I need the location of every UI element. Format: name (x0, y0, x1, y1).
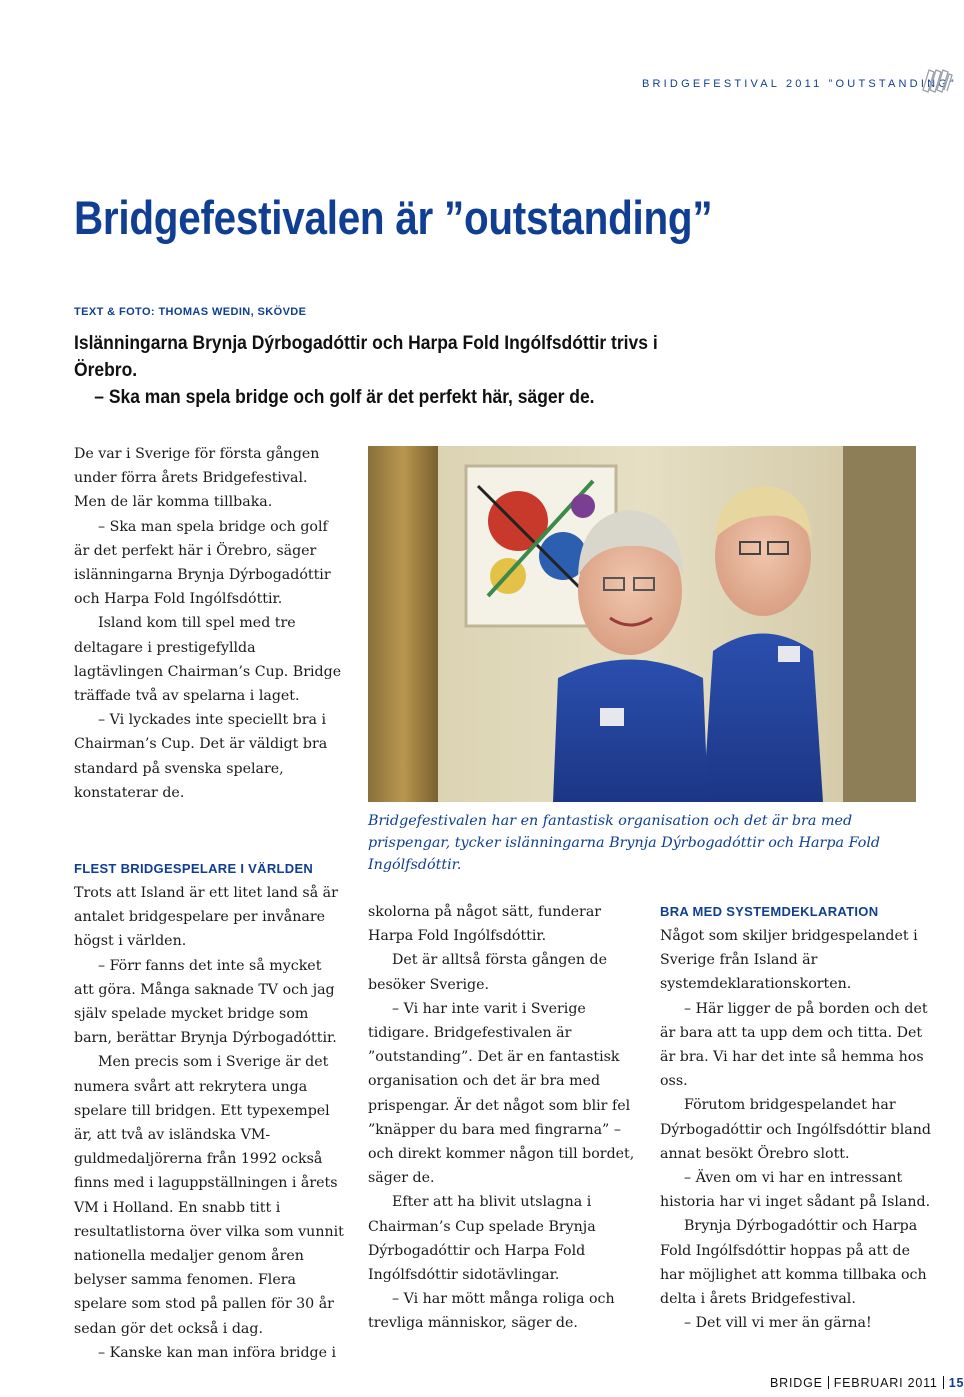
paragraph: – Vi har mött många roliga och trevliga människor, säger de. (368, 1291, 615, 1332)
bridge-cards-logo-icon (920, 66, 954, 94)
byline: TEXT & FOTO: THOMAS WEDIN, SKÖVDE (74, 306, 307, 318)
issue-label: FEBRUARI 2011 (833, 1376, 938, 1390)
body-column-2 (368, 900, 638, 1336)
paragraph: – Även om vi har en intressant historia har vi inget sådant på Island. (660, 1170, 931, 1211)
paragraph: – Vi lyckades inte speciellt bra i Chairman’s Cup. Det är väldigt bra standard på svenska spelare, konstaterar de. (74, 712, 328, 801)
paragraph: Efter att ha blivit utslagna i Chairman’s Cup spelade Brynja Dýrbogadóttir och Harpa Fold Ingólfsdóttir sidotävlingar. (368, 1194, 596, 1284)
paragraph: – Det vill vi mer än gärna! (684, 1315, 872, 1332)
paragraph: Något som skiljer bridgespelandet i Sverige från Island är systemdeklarationskorten. (660, 928, 918, 993)
paragraph: – Ska man spela bridge och golf är det perfekt här i Örebro, säger islänningarna Brynja Dýrbogadóttir och Harpa Fold Ingólfsdóttir. (74, 518, 331, 608)
article-photo (368, 446, 916, 802)
paragraph: Island kom till spel med tre deltagare i prestigefyllda lagtävlingen Chairman’s Cup. Bridge träffade två av spelarna i laget. (74, 615, 342, 705)
paragraph: skolorna på något sätt, funderar Harpa Fold Ingólfsdóttir. (368, 904, 602, 945)
paragraph: Det är alltså första gången de besöker Sverige. (368, 952, 608, 993)
paragraph: De var i Sverige för första gången under förra årets Bridgefestival. Men de lär komma tillbaka. (74, 446, 320, 511)
paragraph: Men precis som i Sverige är det numera svårt att rekrytera unga spelare till bridgen. Ett typexempel är, att två av isländska VM-guldmedaljörerna från 1992 också finns med i laguppställningen i årets VM i Holland. En snabb titt i resultatlistorna över vilka som vunnit nationella medaljer genom åren belyser samma fenomen. Flera spelare som stod på pallen för 30 år sedan gör det också i dag. (74, 1054, 344, 1337)
body-column-1-continued (74, 857, 344, 1365)
footer-divider (828, 1376, 829, 1389)
paragraph: – Här ligger de på borden och det är bara att ta upp dem och titta. Det är bra. Vi har det inte så hemma hos oss. (660, 1000, 928, 1090)
paragraph: – Förr fanns det inte så mycket att göra. Många saknade TV och jag själv spelade mycket bridge som barn, berättar Brynja Dýrbogadóttir. (74, 957, 337, 1047)
photo-caption (368, 810, 928, 876)
page-number: 15 (948, 1376, 964, 1390)
ingress-line-1: Islänningarna Brynja Dýrbogadóttir och Harpa Fold Ingólfsdóttir trivs i Örebro. (74, 333, 658, 381)
subheading: BRA MED SYSTEMDEKLARATION (660, 904, 879, 919)
photo-illustration (368, 446, 916, 802)
page-footer (770, 1376, 964, 1390)
footer-divider (943, 1376, 944, 1389)
paragraph: Trots att Island är ett litet land så är antalet bridgespelare per invånare högst i världen. (74, 885, 338, 950)
article-ingress (74, 330, 709, 411)
paragraph: – Vi har inte varit i Sverige tidigare. Bridgefestivalen är ”outstanding”. Det är en fantastisk organisation och det är bra med prispengar. Är det något som blir fel ”knäpper du bara med fingrarna” – och direkt kommer någon till bordet, säger de. (368, 1000, 635, 1187)
subheading: FLEST BRIDGESPELARE I VÄRLDEN (74, 861, 314, 876)
caption-text: Bridgefestivalen har en fantastisk organisation och det är bra med prispengar, tycker islänningarna Brynja Dýrbogadóttir och Harpa Fold Ingólfsdóttir. (368, 813, 881, 873)
paragraph: – Kanske kan man införa bridge i (98, 1344, 337, 1361)
paragraph: Brynja Dýrbogadóttir och Harpa Fold Ingólfsdóttir hoppas på att de har möjlighet att komma tillbaka och delta i årets Bridgefestival. (660, 1218, 927, 1308)
body-column-3 (660, 900, 932, 1335)
section-tag: BRIDGEFESTIVAL 2011 ”OUTSTANDING” (642, 78, 957, 90)
magazine-name: BRIDGE (770, 1376, 823, 1390)
article-title: Bridgefestivalen är ”outstanding” (74, 191, 713, 244)
ingress-line-2: – Ska man spela bridge och golf är det perfekt här, säger de. (94, 387, 595, 408)
body-column-1 (74, 442, 344, 805)
paragraph: Förutom bridgespelandet har Dýrbogadóttir och Ingólfsdóttir bland annat besökt Örebro slott. (660, 1097, 931, 1162)
